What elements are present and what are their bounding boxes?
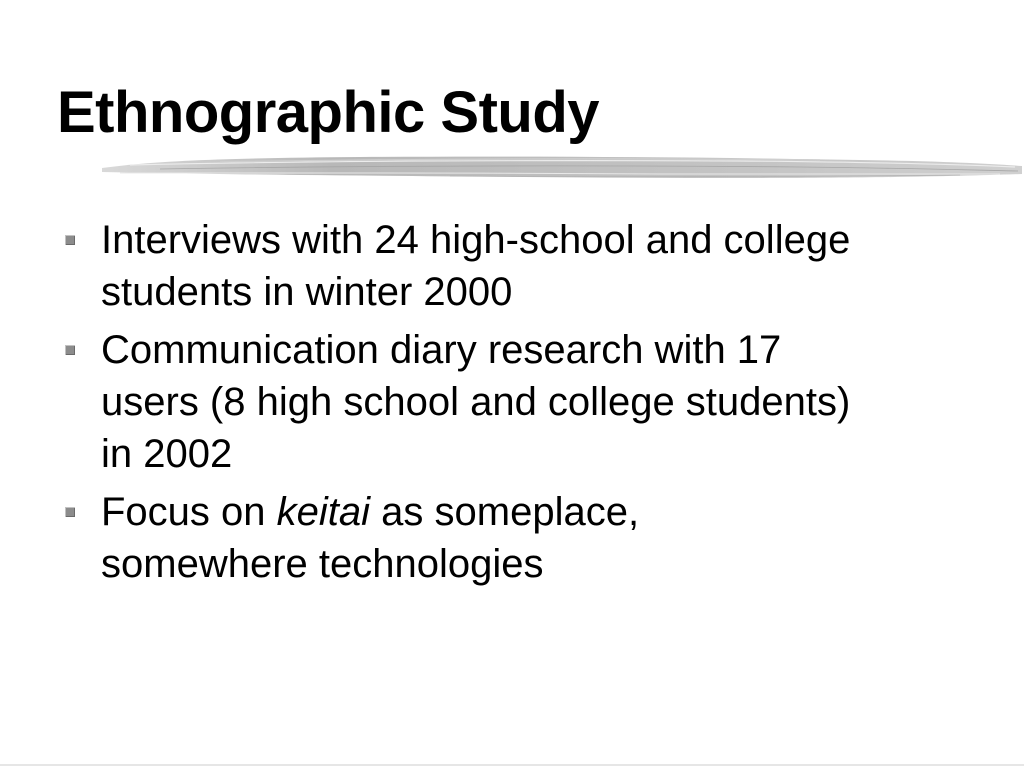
bullet-item-focus [62, 486, 1002, 590]
bullet-text-line: somewhere technologies [101, 542, 544, 586]
square-bullet-icon [65, 235, 75, 245]
bullet-emphasis-keitai: keitai [276, 490, 371, 534]
bullet-item-diary-research [62, 324, 1002, 480]
bullet-text-segment: as someplace, [370, 490, 640, 534]
square-bullet-icon [65, 507, 75, 517]
bullet-text-line: Interviews with 24 high-school and college [101, 218, 851, 262]
bullet-text-line: in 2002 [101, 432, 233, 476]
bullet-text-segment: Focus on [101, 490, 277, 534]
bullet-list [62, 214, 1002, 596]
brush-stroke-divider [100, 148, 1024, 186]
bullet-text-line: Communication diary research with 17 [101, 328, 782, 372]
slide-bottom-border [0, 764, 1024, 766]
bullet-text-line: users (8 high school and college students) [101, 380, 851, 424]
bullet-text-line: students in winter 2000 [101, 270, 513, 314]
bullet-item-interviews [62, 214, 1002, 318]
slide-title: Ethnographic Study [57, 80, 599, 145]
square-bullet-icon [65, 345, 75, 355]
